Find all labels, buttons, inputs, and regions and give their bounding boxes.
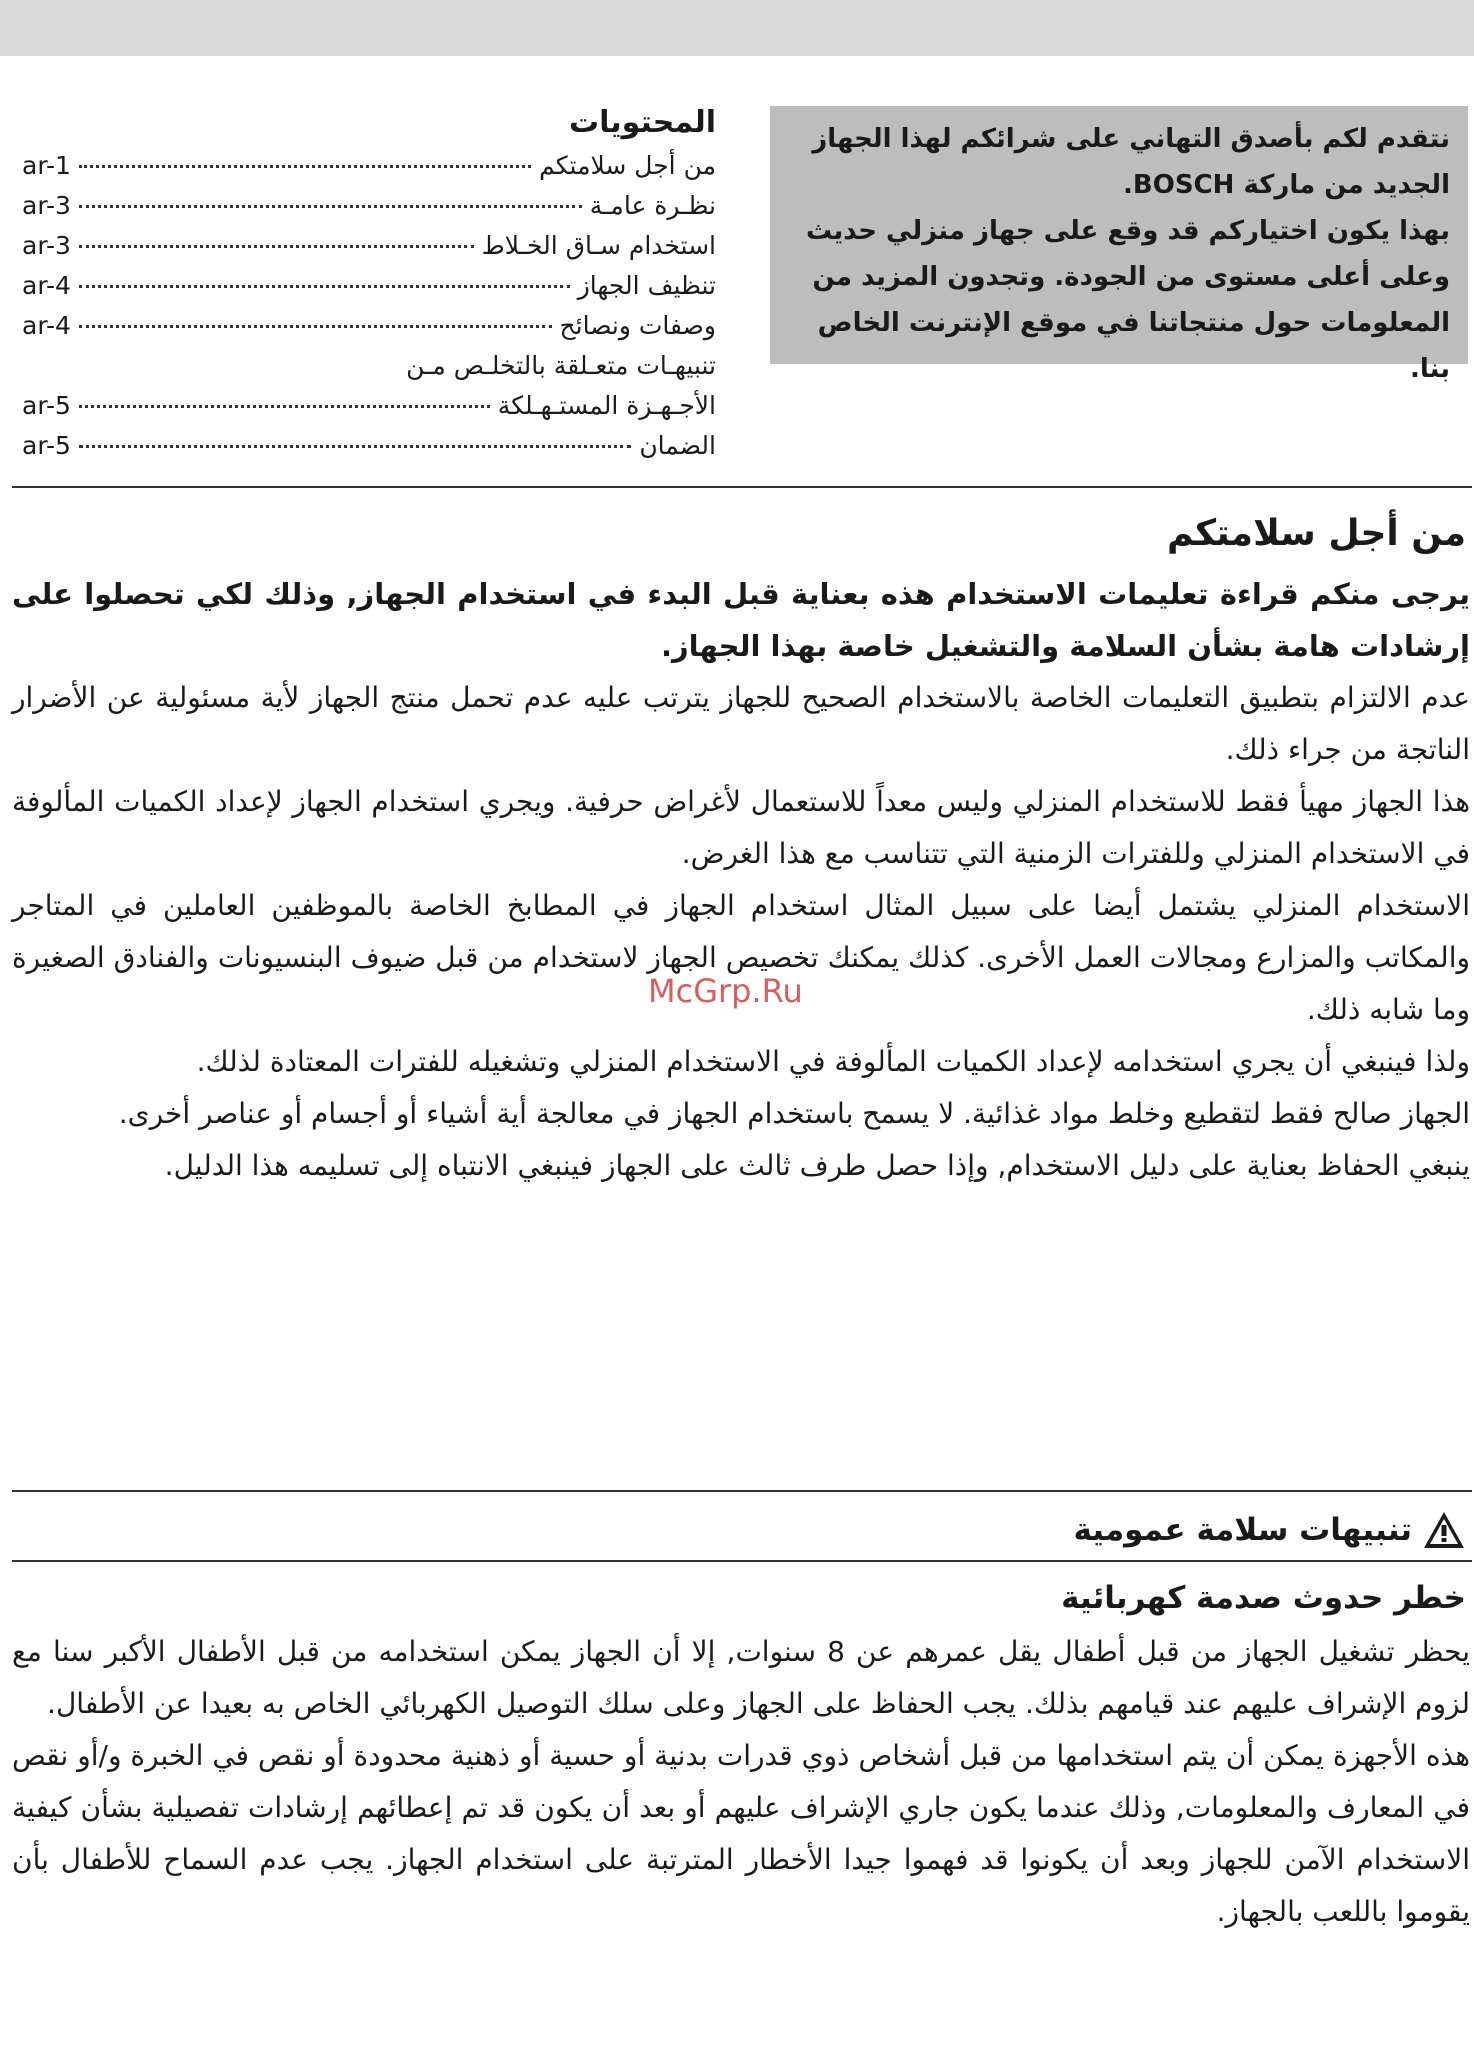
warning-triangle-icon	[1422, 1510, 1466, 1550]
toc-item-label: تنبيهـات متعـلقة بالتخلـص مـن	[406, 351, 716, 380]
toc-item[interactable]	[22, 266, 716, 306]
toc-item[interactable]	[22, 186, 716, 226]
intro-paragraph-2: بهذا يكون اختياركم قد وقع على جهاز منزلي حديث وعلى أعلى مستوى من الجودة. وتجدون المزيد من المعلومات حول منتجاتنا في موقع الإنترنت الخاص بنا.	[805, 216, 1450, 384]
toc-item-page: ar-1	[22, 151, 71, 180]
electric-shock-title: خطر حدوث صدمة كهربائية	[1061, 1580, 1466, 1616]
toc-item[interactable]	[22, 146, 716, 186]
toc-leader-dots	[79, 325, 552, 328]
safety-section	[12, 568, 1470, 1192]
toc-item[interactable]	[22, 306, 716, 346]
safety-paragraph: الجهاز صالح فقط لتقطيع وخلط مواد غذائية. لا يسمح باستخدام الجهاز في معالجة أية أشياء أو أجسام أو عناصر أخرى.	[118, 1097, 1470, 1130]
general-warnings-title: تنبيهات سلامة عمومية	[1073, 1512, 1412, 1548]
toc-item-label: الأجـهـزة المستـهـلكة	[497, 391, 716, 420]
toc-title: المحتويات	[568, 105, 716, 140]
intro-paragraph-1: نتقدم لكم بأصدق التهاني على شرائكم لهذا الجهاز الجديد من ماركة BOSCH.	[812, 124, 1450, 200]
general-warnings-heading	[1073, 1506, 1466, 1554]
toc-item[interactable]	[22, 226, 716, 266]
watermark: McGrp.Ru	[648, 972, 803, 1010]
toc-item-page: ar-5	[22, 431, 71, 460]
toc-item-page: ar-4	[22, 271, 71, 300]
toc-leader-dots	[79, 445, 631, 448]
toc-item[interactable]	[22, 386, 716, 426]
section-title-safety: من أجل سلامتكم	[1166, 513, 1466, 554]
toc-leader-dots	[79, 205, 582, 208]
table-of-contents	[22, 100, 716, 466]
toc-item[interactable]	[22, 426, 716, 466]
electric-shock-paragraph: هذه الأجهزة يمكن أن يتم استخدامها من قبل أشخاص ذوي قدرات بدنية أو حسية أو ذهنية محدودة أو نقص في الخبرة و/أو نقص في المعارف والمعلومات, وذلك عندما يكون جاري الإشراف عليهم أو بعد أن يكون قد تم إعطائهم إرشادات تفصيلية بشأن كيفية الاستخدام الآمن للجهاز وبعد أن يكونوا قد فهموا جيدا الأخطار المترتبة على استخدام الجهاز. يجب عدم السماح للأطفال بأن يقوموا باللعب بالجهاز.	[12, 1739, 1470, 1928]
divider	[12, 1560, 1472, 1562]
toc-item-page: ar-3	[22, 191, 71, 220]
toc-item-page: ar-4	[22, 311, 71, 340]
toc-item-label: وصفات ونصائح	[559, 311, 716, 340]
safety-bold-paragraph: يرجى منكم قراءة تعليمات الاستخدام هذه بعناية قبل البدء في استخدام الجهاز, وذلك لكي تحصلوا على إرشادات هامة بشأن السلامة والتشغيل خاصة بهذا الجهاز.	[12, 577, 1470, 663]
safety-paragraph: ينبغي الحفاظ بعناية على دليل الاستخدام, وإذا حصل طرف ثالث على الجهاز فينبغي الانتباه إلى تسليمه هذا الدليل.	[164, 1149, 1470, 1182]
toc-leader-dots	[79, 165, 531, 168]
toc-leader-dots	[79, 245, 474, 248]
toc-item-label: استخدام سـاق الخـلاط	[481, 231, 716, 260]
toc-item-label: نظـرة عامـة	[589, 191, 716, 220]
toc-item[interactable]	[22, 346, 716, 386]
toc-item-label: تنظيف الجهاز	[577, 271, 716, 300]
toc-item-page: ar-5	[22, 391, 71, 420]
safety-paragraph: الاستخدام المنزلي يشتمل أيضا على سبيل المثال استخدام الجهاز في المطابخ الخاصة بالموظفين العاملين في المتاجر والمكاتب والمزارع ومجالات العمل الأخرى. كذلك يمكنك تخصيص الجهاز لاستخدام من قبل ضيوف البنسيونات والفنادق الصغيرة وما شابه ذلك.	[12, 889, 1470, 1026]
safety-paragraph: هذا الجهاز مهيأ فقط للاستخدام المنزلي وليس معداً للاستعمال لأغراض حرفية. ويجري استخدام الجهاز لإعداد الكميات المألوفة في الاستخدام المنزلي وللفترات الزمنية التي تتناسب مع هذا الغرض.	[12, 785, 1470, 870]
safety-paragraph: عدم الالتزام بتطبيق التعليمات الخاصة بالاستخدام الصحيح للجهاز يترتب عليه عدم تحمل منتج الجهاز لأية مسئولية عن الأضرار الناتجة من جراء ذلك.	[12, 681, 1470, 766]
safety-paragraph: ولذا فينبغي أن يجري استخدامه لإعداد الكميات المألوفة في الاستخدام المنزلي وتشغيله للفترات المعتادة لذلك.	[196, 1045, 1470, 1078]
toc-leader-dots	[79, 285, 570, 288]
intro-box	[770, 106, 1468, 384]
divider	[12, 1490, 1472, 1492]
toc-item-label: من أجل سلامتكم	[539, 151, 716, 180]
toc-item-label: الضمان	[639, 431, 716, 460]
divider	[12, 486, 1472, 488]
top-band	[0, 0, 1474, 56]
electric-shock-section	[12, 1626, 1470, 1938]
toc-item-page: ar-3	[22, 231, 71, 260]
toc-leader-dots	[79, 405, 490, 408]
electric-shock-paragraph: يحظر تشغيل الجهاز من قبل أطفال يقل عمرهم عن 8 سنوات, إلا أن الجهاز يمكن استخدامه من قبل الأطفال الأكبر سنا مع لزوم الإشراف عليهم عند قيامهم بذلك. يجب الحفاظ على الجهاز وعلى سلك التوصيل الكهربائي الخاص به بعيدا عن الأطفال.	[12, 1635, 1470, 1720]
